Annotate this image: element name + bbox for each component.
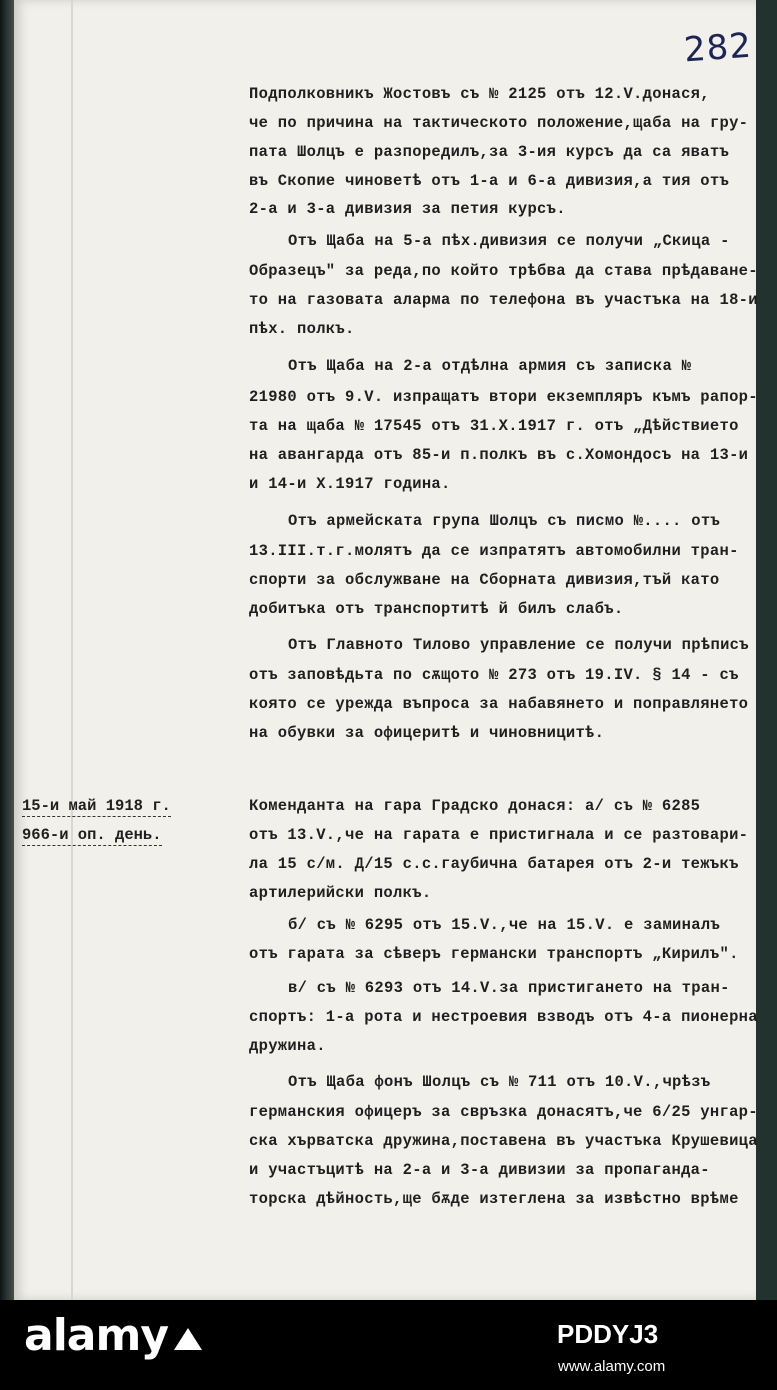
text-line: то на газовата аларма по телефона въ участъка на 18-и — [249, 291, 758, 309]
text-line: и участъцитѣ на 2-а и 3-а дивизии за пропаганда- — [249, 1161, 710, 1179]
text-line: та на щаба № 17545 отъ 31.X.1917 г. отъ „Дѣйствието — [249, 417, 739, 435]
text-line: Подполковникъ Жостовъ съ № 2125 отъ 12.V.донася, — [249, 85, 710, 103]
text-line: която се урежда въпроса за набавянето и поправлянето — [249, 695, 749, 713]
alamy-triangle-icon — [174, 1328, 202, 1350]
watermark-url: www.alamy.com — [558, 1358, 666, 1375]
text-line: на обувки за офицеритѣ и чиновницитѣ. — [249, 724, 605, 742]
text-line: и 14-и X.1917 година. — [249, 475, 451, 493]
text-line: Отъ Щаба на 5-а пѣх.дивизия се получи „Скица - — [288, 232, 730, 250]
text-line: 21980 отъ 9.V. изпращатъ втори екземпляръ къмъ рапор- — [249, 388, 758, 406]
text-line: на авангарда отъ 85-и п.полкъ въ с.Хомондосъ на 13-и — [249, 446, 749, 464]
text-line: 13.III.т.г.молятъ да се изпратятъ автомобилни тран- — [249, 542, 739, 560]
text-line: отъ 13.V.,че на гарата е пристигнала и се разтовари- — [249, 826, 749, 844]
text-line: б/ съ № 6295 отъ 15.V.,че на 15.V. е заминалъ — [288, 916, 721, 934]
text-line: отъ заповѣдьта по сѫщото № 273 отъ 19.IV. § 14 - съ — [249, 666, 739, 684]
text-line: Образецъ" за реда,по който трѣбва да става прѣдаване- — [249, 262, 758, 280]
text-line: артилерийски полкъ. — [249, 884, 432, 902]
text-line: торска дѣйность,ще бѫде изтеглена за извѣстно врѣме — [249, 1190, 739, 1208]
text-line: дружина. — [249, 1037, 326, 1055]
text-line: пѣх. полкъ. — [249, 320, 355, 338]
text-line: пата Шолцъ е разпоредилъ,за 3-ия курсъ да са яватъ — [249, 143, 730, 161]
text-line: спортъ: 1-а рота и нестроевия взводъ отъ 4-а пионерна — [249, 1008, 758, 1026]
text-line: Коменданта на гара Градско донася: а/ съ № 6285 — [249, 797, 701, 815]
margin-note-day: 966-и оп. день. — [22, 826, 162, 844]
text-line: ла 15 с/м. Д/15 с.с.гаубична батарея отъ 2-и тежъкъ — [249, 855, 739, 873]
page-fold-line — [71, 0, 73, 1300]
text-line: спорти за обслужване на Сборната дивизия,тъй като — [249, 571, 720, 589]
text-line: въ Скопие чиноветѣ отъ 1-а и 6-а дивизия,а тия отъ — [249, 172, 730, 190]
text-line: 2-а и 3-а дивизия за петия курсъ. — [249, 200, 566, 218]
alamy-logo: alamy — [24, 1310, 202, 1361]
image-code: PDDYJ3 — [557, 1319, 659, 1349]
margin-note-date: 15-и май 1918 г. — [22, 797, 171, 815]
text-line: добитъка отъ транспортитѣ й билъ слабъ. — [249, 600, 624, 618]
book-binding — [0, 0, 14, 1300]
text-line: Отъ армейската група Шолцъ съ писмо №.... отъ — [288, 512, 721, 530]
text-line: в/ съ № 6293 отъ 14.V.за пристигането на тран- — [288, 979, 730, 997]
text-line: Отъ Щаба на 2-а отдѣлна армия съ записка № — [288, 357, 692, 375]
text-line: отъ гарата за сѣверъ германски транспортъ „Кирилъ". — [249, 945, 739, 963]
text-line: ска хърватска дружина,поставена въ участъка Крушевица — [249, 1132, 758, 1150]
text-line: че по причина на тактическото положение,щаба на гру- — [249, 114, 749, 132]
text-line: германския офицеръ за свръзка донасятъ,че 6/25 унгар- — [249, 1103, 758, 1121]
page-number: 282 — [682, 25, 754, 71]
text-line: Отъ Главното Тилово управление се получи прѣписъ — [288, 636, 749, 654]
text-line: Отъ Щаба фонъ Шолцъ съ № 711 отъ 10.V.,чрѣзъ — [288, 1073, 711, 1091]
